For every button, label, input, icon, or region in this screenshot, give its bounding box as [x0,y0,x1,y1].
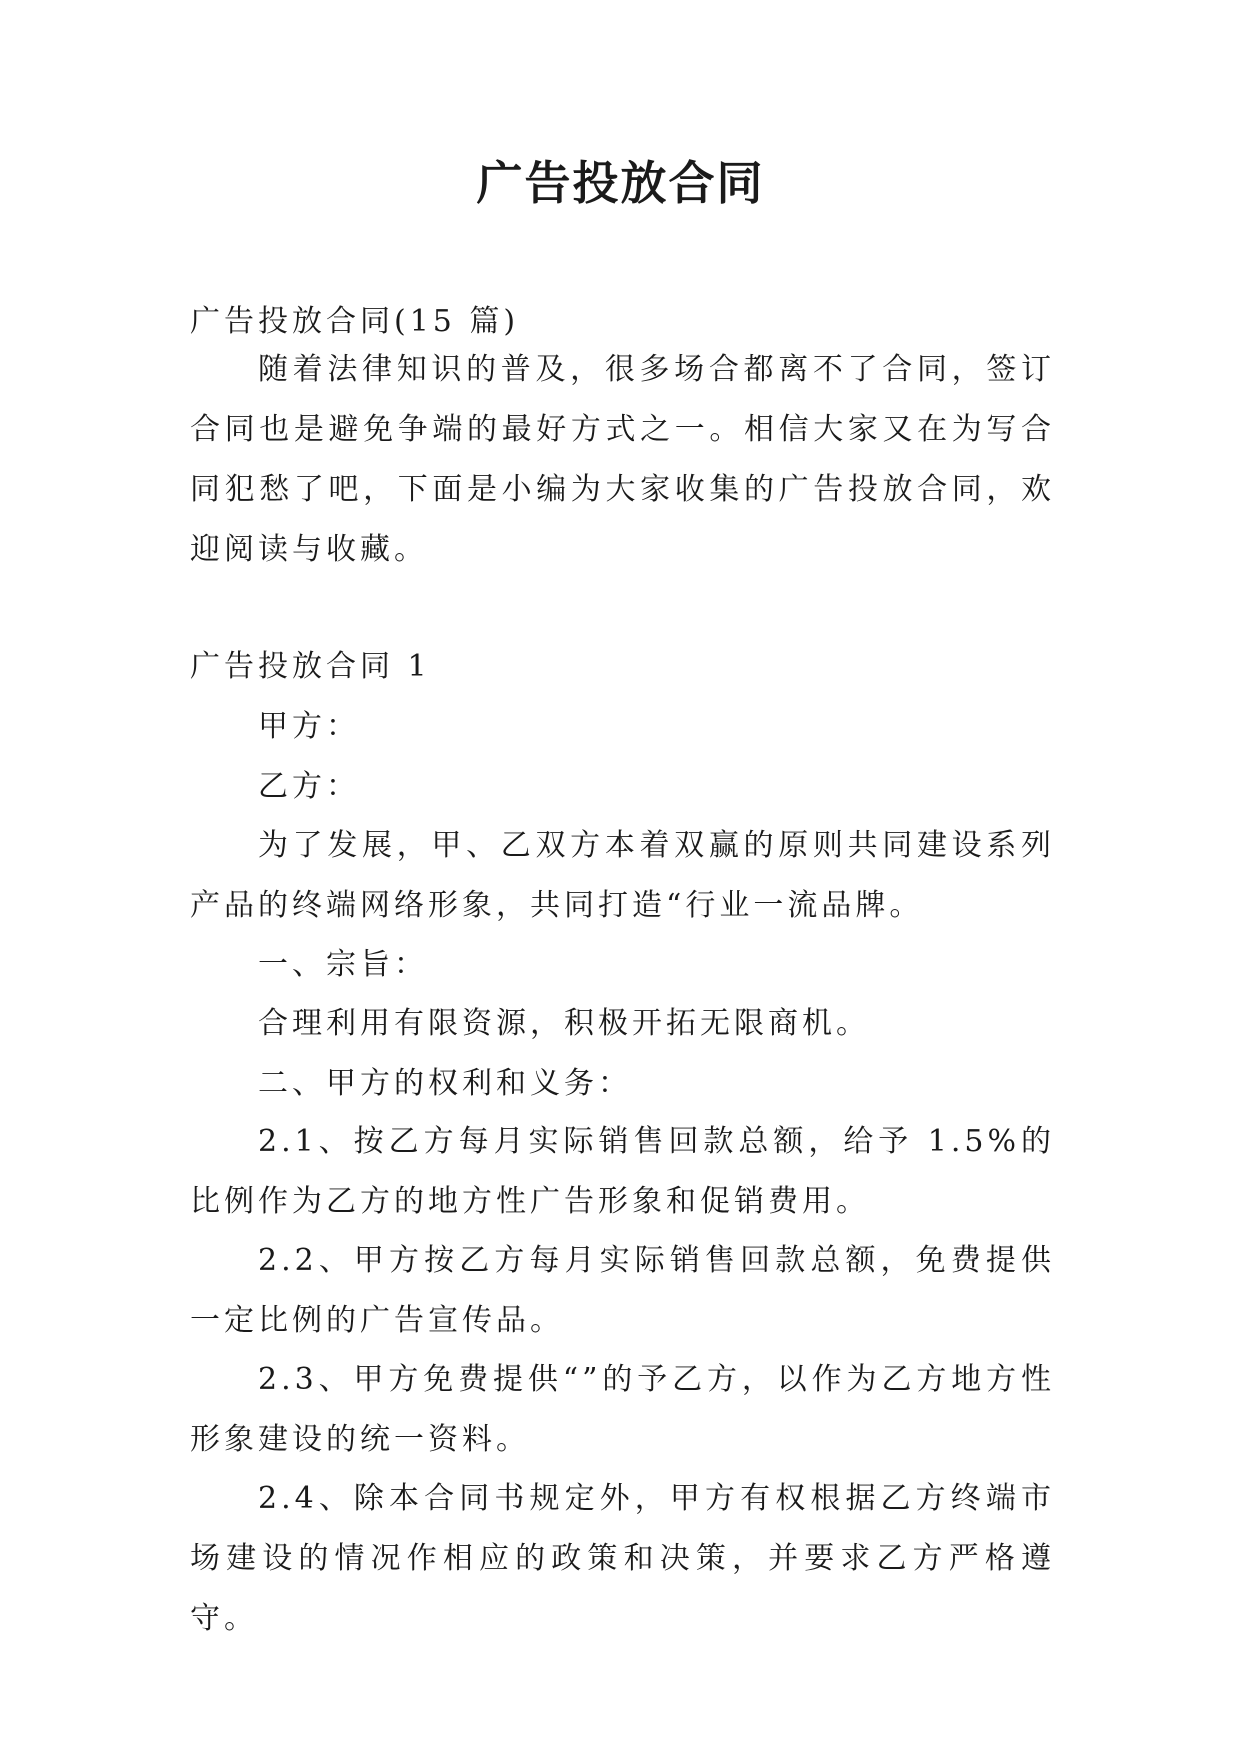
clause-2-heading: 二、甲方的权利和义务： [258,1066,632,1101]
clause-2-1: 2.1、按乙方每月实际销售回款总额，给予 1.5%的比例作为乙方的地方性广告形象和促销费用。 [190,1124,1055,1219]
clause-1-body: 合理利用有限资源，积极开拓无限商机。 [258,1006,870,1041]
party-b-line: 乙方： [258,769,360,804]
section-heading: 广告投放合同 1 [190,649,431,684]
clause-2-4: 2.4、除本合同书规定外，甲方有权根据乙方终端市场建设的情况作相应的政策和决策，并要求乙方严格遵守。 [190,1481,1055,1636]
intro-paragraph: 随着法律知识的普及，很多场合都离不了合同，签订合同也是避免争端的最好方式之一。相信大家又在为写合同犯愁了吧，下面是小编为大家收集的广告投放合同，欢迎阅读与收藏。 [190,352,1055,567]
document-title: 广告投放合同 [476,156,765,210]
clause-1-heading: 一、宗旨： [258,947,428,982]
document-subtitle: 广告投放合同(15 篇) [190,304,520,339]
clause-2-3: 2.3、甲方免费提供“”的予乙方，以作为乙方地方性形象建设的统一资料。 [190,1362,1055,1457]
party-a-line: 甲方： [258,709,360,744]
clause-2-2: 2.2、甲方按乙方每月实际销售回款总额，免费提供一定比例的广告宣传品。 [190,1243,1055,1338]
purpose-paragraph: 为了发展，甲、乙双方本着双赢的原则共同建设系列产品的终端网络形象，共同打造“行业一流品牌。 [190,828,1055,923]
